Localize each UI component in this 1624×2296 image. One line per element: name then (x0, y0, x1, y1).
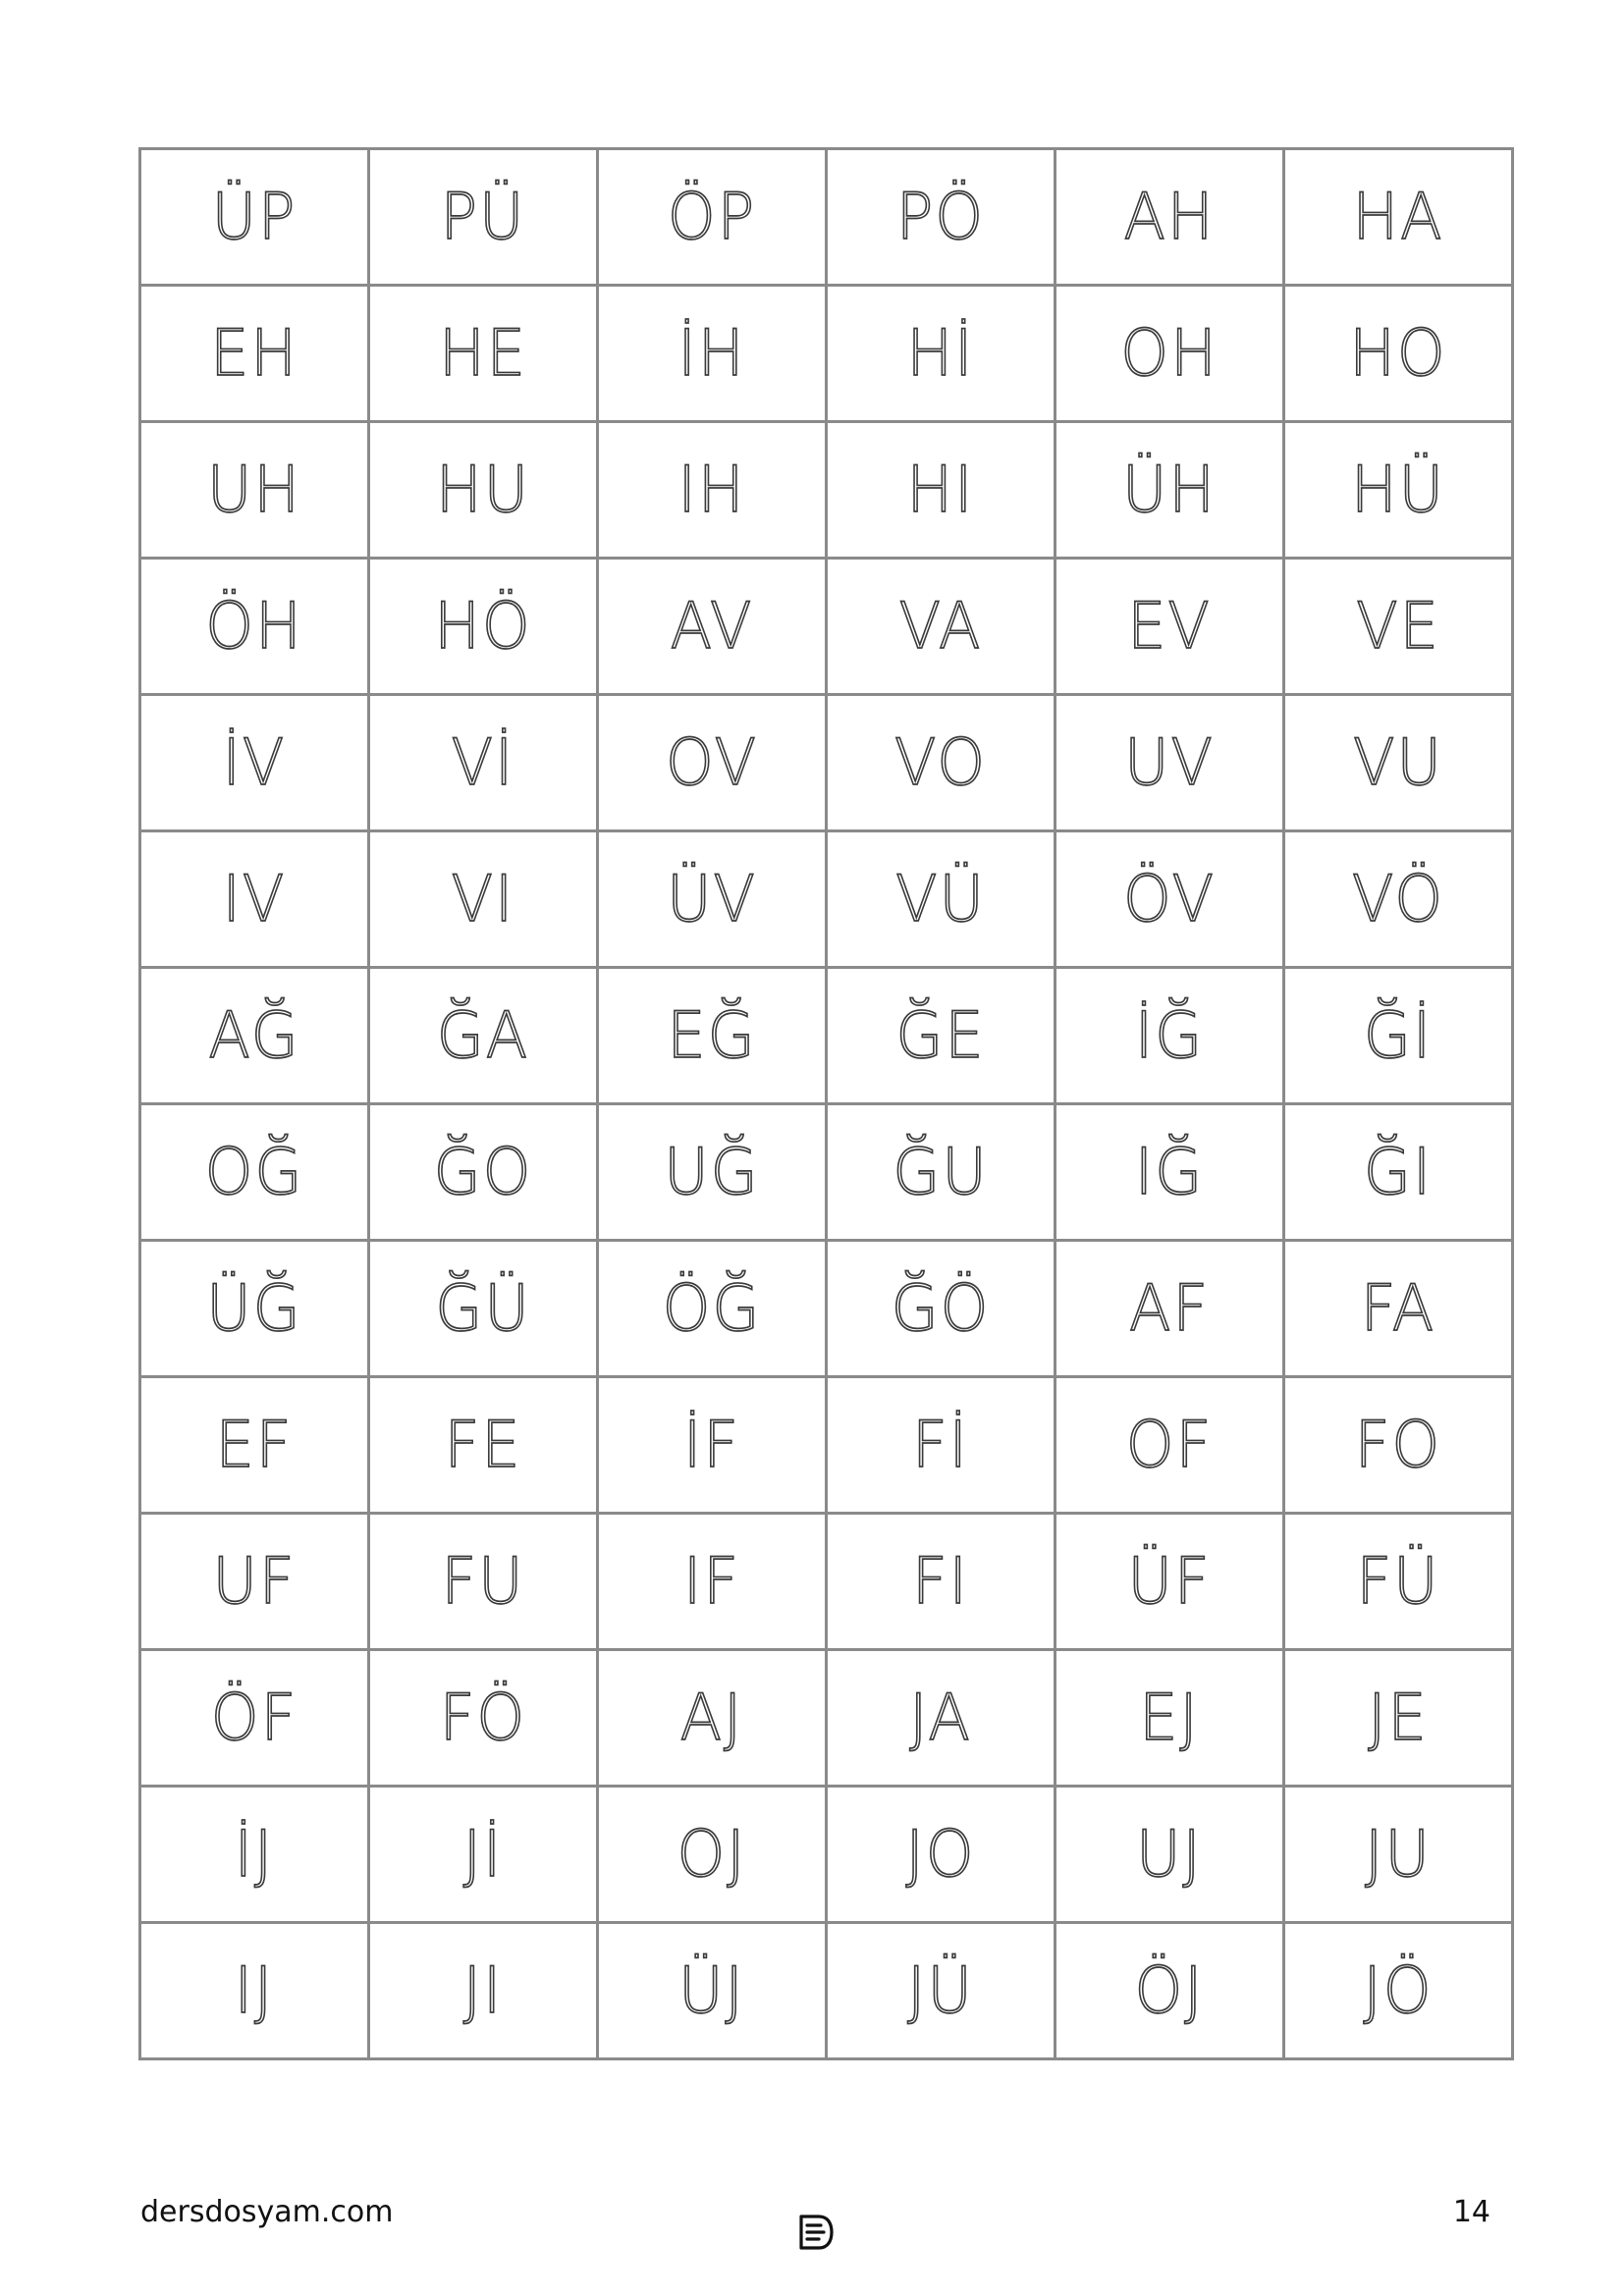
worksheet-cell (369, 1241, 598, 1377)
tracing-syllable: FA (1360, 1270, 1436, 1346)
grid-body (140, 149, 1513, 2059)
tracing-syllable: ÖV (1122, 861, 1217, 936)
worksheet-cell (369, 1923, 598, 2059)
worksheet-cell (140, 1241, 369, 1377)
tracing-syllable: EH (210, 315, 298, 391)
footer-website: dersdosyam.com (140, 2195, 394, 2229)
tracing-syllable: Fİ (912, 1407, 969, 1482)
worksheet-cell (598, 831, 827, 968)
worksheet-cell (827, 559, 1056, 695)
tracing-syllable: HE (439, 315, 527, 391)
worksheet-cell (1284, 695, 1513, 831)
worksheet-cell (1284, 422, 1513, 559)
worksheet-cell (827, 968, 1056, 1104)
worksheet-cell (1056, 695, 1284, 831)
worksheet-cell (1284, 1377, 1513, 1514)
worksheet-cell (1284, 1104, 1513, 1241)
tracing-syllable: VI (451, 861, 515, 936)
tracing-syllable: ÖH (205, 588, 303, 664)
tracing-syllable: UV (1124, 724, 1215, 800)
worksheet-row (140, 831, 1513, 968)
worksheet-cell (827, 1104, 1056, 1241)
tracing-syllable: JO (905, 1816, 976, 1892)
worksheet-cell (598, 1787, 827, 1923)
worksheet-cell (598, 559, 827, 695)
worksheet-cell (1284, 149, 1513, 286)
tracing-syllable: HO (1349, 315, 1447, 391)
tracing-syllable: ÖP (667, 179, 757, 254)
worksheet-cell (369, 149, 598, 286)
tracing-syllable: FE (444, 1407, 522, 1482)
worksheet-cell (140, 286, 369, 422)
tracing-syllable: EJ (1139, 1680, 1200, 1755)
tracing-syllable: UĞ (664, 1134, 760, 1209)
worksheet-cell (1056, 1377, 1284, 1514)
tracing-syllable: Hİ (906, 315, 975, 391)
tracing-syllable: HU (435, 452, 530, 527)
tracing-syllable: İF (683, 1407, 740, 1482)
tracing-syllable: İH (677, 315, 746, 391)
worksheet-cell (598, 1514, 827, 1650)
tracing-syllable: AĞ (208, 997, 300, 1073)
tracing-syllable: ÜĞ (206, 1270, 302, 1346)
tracing-syllable: FO (1354, 1407, 1442, 1482)
worksheet-cell (1056, 1923, 1284, 2059)
worksheet-cell (1284, 1241, 1513, 1377)
tracing-worksheet-grid (138, 147, 1514, 2060)
worksheet-cell (827, 422, 1056, 559)
tracing-syllable: Vİ (451, 724, 515, 800)
tracing-syllable: JU (1365, 1816, 1432, 1892)
tracing-syllable: FÜ (1356, 1543, 1440, 1619)
tracing-syllable: ÖJ (1134, 1952, 1205, 2028)
worksheet-cell (1284, 831, 1513, 968)
worksheet-cell (598, 1377, 827, 1514)
worksheet-cell (598, 1650, 827, 1787)
worksheet-cell (140, 149, 369, 286)
tracing-syllable: VO (893, 724, 988, 800)
tracing-syllable: OJ (677, 1816, 747, 1892)
worksheet-row (140, 422, 1513, 559)
worksheet-cell (369, 968, 598, 1104)
tracing-syllable: UH (206, 452, 301, 527)
worksheet-cell (827, 695, 1056, 831)
worksheet-cell (1056, 1104, 1284, 1241)
worksheet-cell (598, 286, 827, 422)
tracing-syllable: AJ (679, 1680, 744, 1755)
tracing-syllable: UJ (1136, 1816, 1203, 1892)
page-number: 14 (1452, 2195, 1490, 2229)
worksheet-row (140, 1377, 1513, 1514)
worksheet-row (140, 1923, 1513, 2059)
worksheet-cell (1284, 286, 1513, 422)
tracing-syllable: UF (212, 1543, 297, 1619)
worksheet-cell (1056, 286, 1284, 422)
tracing-syllable: İĞ (1134, 997, 1205, 1073)
worksheet-row (140, 1104, 1513, 1241)
worksheet-cell (1284, 1923, 1513, 2059)
tracing-syllable: ÖĞ (662, 1270, 762, 1346)
worksheet-row (140, 1514, 1513, 1650)
tracing-syllable: AF (1128, 1270, 1211, 1346)
worksheet-cell (369, 422, 598, 559)
worksheet-cell (369, 1104, 598, 1241)
tracing-syllable: EV (1127, 588, 1212, 664)
tracing-syllable: IV (222, 861, 287, 936)
worksheet-cell (140, 1787, 369, 1923)
worksheet-cell (369, 1787, 598, 1923)
worksheet-cell (827, 1514, 1056, 1650)
tracing-syllable: HA (1352, 179, 1444, 254)
tracing-syllable: AH (1123, 179, 1216, 254)
worksheet-cell (598, 149, 827, 286)
tracing-syllable: ÖF (210, 1680, 298, 1755)
worksheet-cell (598, 1923, 827, 2059)
worksheet-cell (1284, 1787, 1513, 1923)
worksheet-cell (369, 286, 598, 422)
worksheet-cell (369, 831, 598, 968)
worksheet-cell (1056, 422, 1284, 559)
worksheet-cell (1056, 1241, 1284, 1377)
tracing-syllable: HI (906, 452, 975, 527)
worksheet-cell (140, 422, 369, 559)
tracing-syllable: HÜ (1350, 452, 1445, 527)
tracing-syllable: VÖ (1351, 861, 1445, 936)
tracing-syllable: IĞ (1134, 1134, 1205, 1209)
worksheet-cell (1284, 559, 1513, 695)
worksheet-cell (140, 1923, 369, 2059)
tracing-syllable: JE (1368, 1680, 1429, 1755)
tracing-syllable: ÜV (667, 861, 757, 936)
worksheet-cell (140, 831, 369, 968)
worksheet-row (140, 695, 1513, 831)
tracing-syllable: ĞI (1363, 1134, 1434, 1209)
tracing-syllable: ĞA (436, 997, 530, 1073)
worksheet-cell (140, 695, 369, 831)
tracing-syllable: JI (462, 1952, 504, 2028)
worksheet-cell (827, 831, 1056, 968)
tracing-syllable: OV (665, 724, 759, 800)
worksheet-row (140, 559, 1513, 695)
tracing-syllable: ĞO (433, 1134, 533, 1209)
worksheet-cell (140, 1514, 369, 1650)
worksheet-cell (369, 1650, 598, 1787)
tracing-syllable: OH (1120, 315, 1218, 391)
worksheet-row (140, 1787, 1513, 1923)
worksheet-cell (827, 286, 1056, 422)
tracing-syllable: VE (1356, 588, 1440, 664)
tracing-syllable: FI (912, 1543, 969, 1619)
tracing-syllable: JA (909, 1680, 972, 1755)
tracing-syllable: AV (670, 588, 754, 664)
worksheet-cell (1056, 149, 1284, 286)
tracing-syllable: ĞU (893, 1134, 989, 1209)
worksheet-cell (369, 695, 598, 831)
worksheet-cell (827, 1787, 1056, 1923)
worksheet-cell (598, 968, 827, 1104)
tracing-syllable: ÜJ (678, 1952, 745, 2028)
tracing-syllable: JÜ (907, 1952, 974, 2028)
worksheet-cell (369, 559, 598, 695)
tracing-syllable: VÜ (895, 861, 986, 936)
tracing-syllable: OĞ (204, 1134, 304, 1209)
tracing-syllable: IJ (234, 1952, 275, 2028)
tracing-syllable: VU (1353, 724, 1443, 800)
tracing-syllable: ÜF (1127, 1543, 1212, 1619)
worksheet-cell (1056, 1650, 1284, 1787)
worksheet-cell (140, 1650, 369, 1787)
tracing-syllable: EĞ (667, 997, 757, 1073)
tracing-syllable: Jİ (462, 1816, 504, 1892)
worksheet-row (140, 1650, 1513, 1787)
worksheet-cell (598, 695, 827, 831)
worksheet-cell (140, 1104, 369, 1241)
worksheet-cell (827, 149, 1056, 286)
tracing-syllable: ĞE (895, 997, 986, 1073)
tracing-syllable: VA (898, 588, 983, 664)
worksheet-cell (827, 1650, 1056, 1787)
tracing-syllable: IH (677, 452, 746, 527)
tracing-syllable: FÖ (439, 1680, 527, 1755)
tracing-syllable: ĞÖ (891, 1270, 991, 1346)
document-lines-icon (795, 2213, 835, 2252)
tracing-syllable: IF (683, 1543, 740, 1619)
tracing-syllable: PÜ (440, 179, 526, 254)
worksheet-cell (827, 1241, 1056, 1377)
tracing-syllable: ĞÜ (435, 1270, 531, 1346)
worksheet-cell (140, 968, 369, 1104)
worksheet-cell (140, 559, 369, 695)
worksheet-cell (827, 1377, 1056, 1514)
worksheet-cell (1284, 1514, 1513, 1650)
worksheet-cell (1056, 831, 1284, 968)
tracing-syllable: İJ (234, 1816, 275, 1892)
tracing-syllable: PÖ (895, 179, 986, 254)
worksheet-cell (1056, 559, 1284, 695)
worksheet-cell (369, 1377, 598, 1514)
worksheet-row (140, 286, 1513, 422)
tracing-syllable: FU (441, 1543, 525, 1619)
worksheet-cell (1056, 968, 1284, 1104)
worksheet-cell (1056, 1787, 1284, 1923)
worksheet-row (140, 1241, 1513, 1377)
worksheet-cell (598, 1241, 827, 1377)
tracing-syllable: Ğİ (1363, 997, 1434, 1073)
worksheet-cell (140, 1377, 369, 1514)
worksheet-cell (598, 422, 827, 559)
tracing-syllable: ÜH (1121, 452, 1217, 527)
worksheet-cell (369, 1514, 598, 1650)
worksheet-cell (1056, 1514, 1284, 1650)
tracing-syllable: HÖ (434, 588, 532, 664)
worksheet-row (140, 968, 1513, 1104)
worksheet-cell (1284, 1650, 1513, 1787)
tracing-syllable: JÖ (1363, 1952, 1434, 2028)
tracing-syllable: OF (1125, 1407, 1214, 1482)
tracing-syllable: İV (222, 724, 287, 800)
tracing-syllable: EF (215, 1407, 294, 1482)
worksheet-cell (1284, 968, 1513, 1104)
worksheet-row (140, 149, 1513, 286)
worksheet-cell (827, 1923, 1056, 2059)
tracing-syllable: ÜP (211, 179, 298, 254)
worksheet-cell (598, 1104, 827, 1241)
